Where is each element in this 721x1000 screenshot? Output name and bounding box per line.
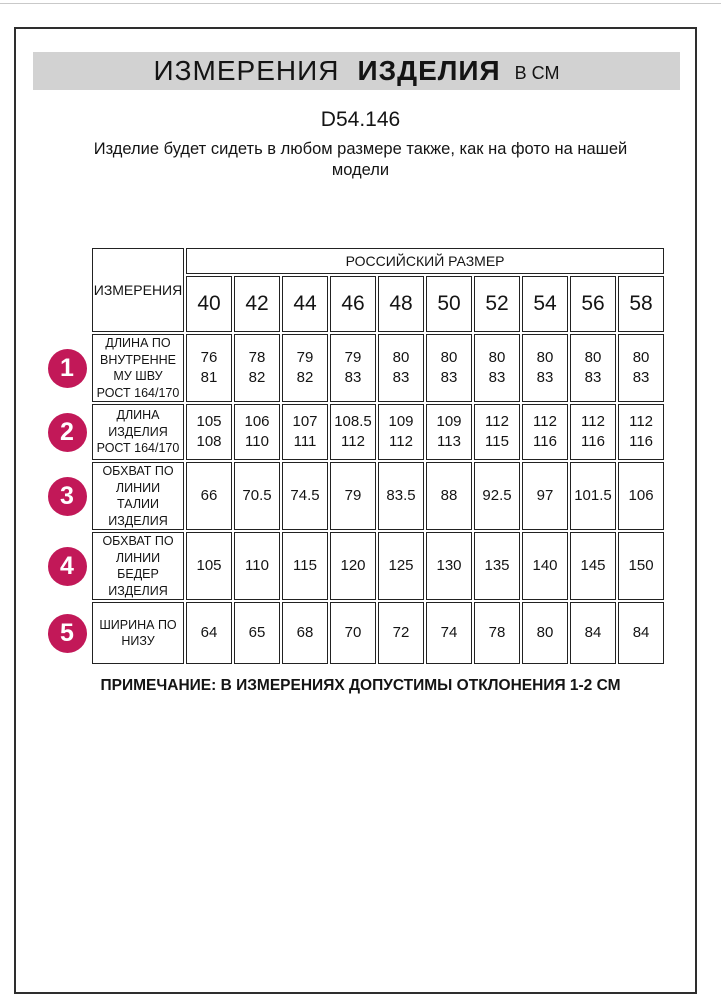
measurement-value: 80 83 bbox=[474, 334, 520, 402]
measurement-value: 101.5 bbox=[570, 462, 616, 530]
measurement-value: 68 bbox=[282, 602, 328, 664]
measurement-value: 74 bbox=[426, 602, 472, 664]
measurement-value: 79 bbox=[330, 462, 376, 530]
row-number-badge: 5 bbox=[48, 614, 87, 653]
measurement-value: 70 bbox=[330, 602, 376, 664]
table-head bbox=[44, 248, 664, 332]
measurement-value: 80 83 bbox=[378, 334, 424, 402]
measurement-value: 150 bbox=[618, 532, 664, 600]
measurement-value: 97 bbox=[522, 462, 568, 530]
size-column-header: 40 bbox=[186, 276, 232, 332]
page-title-word2: ИЗДЕЛИЯ bbox=[357, 55, 501, 86]
size-column-header: 58 bbox=[618, 276, 664, 332]
measurement-value: 110 bbox=[234, 532, 280, 600]
measurement-value: 80 83 bbox=[570, 334, 616, 402]
size-column-header: 52 bbox=[474, 276, 520, 332]
measurement-value: 135 bbox=[474, 532, 520, 600]
measurement-value: 106 bbox=[618, 462, 664, 530]
measurement-value: 112 116 bbox=[570, 404, 616, 460]
product-code: D54.146 bbox=[320, 108, 401, 131]
measurement-value: 80 bbox=[522, 602, 568, 664]
measurement-value: 83.5 bbox=[378, 462, 424, 530]
table-row bbox=[44, 462, 664, 530]
measurement-value: 92.5 bbox=[474, 462, 520, 530]
measurement-value: 115 bbox=[282, 532, 328, 600]
table-row bbox=[44, 602, 664, 664]
measurement-value: 66 bbox=[186, 462, 232, 530]
measurement-value: 80 83 bbox=[426, 334, 472, 402]
measurement-value: 64 bbox=[186, 602, 232, 664]
measurement-value: 120 bbox=[330, 532, 376, 600]
measurement-value: 108.5 112 bbox=[330, 404, 376, 460]
circle-cell bbox=[44, 602, 90, 664]
row-label: ДЛИНА ПО ВНУТРЕННЕ МУ ШВУ РОСТ 164/170 bbox=[92, 334, 184, 402]
page-title-word1: ИЗМЕРЕНИЯ bbox=[153, 55, 340, 86]
size-column-header: 50 bbox=[426, 276, 472, 332]
table-row bbox=[44, 404, 664, 460]
measurement-value: 79 82 bbox=[282, 334, 328, 402]
measurement-value: 79 83 bbox=[330, 334, 376, 402]
measurement-value: 130 bbox=[426, 532, 472, 600]
measurement-value: 105 108 bbox=[186, 404, 232, 460]
measurement-value: 80 83 bbox=[522, 334, 568, 402]
header-row-group bbox=[44, 248, 664, 274]
row-label: ШИРИНА ПО НИЗУ bbox=[92, 602, 184, 664]
measurement-value: 105 bbox=[186, 532, 232, 600]
measurement-value: 88 bbox=[426, 462, 472, 530]
row-label: ОБХВАТ ПО ЛИНИИ ТАЛИИ ИЗДЕЛИЯ bbox=[92, 462, 184, 530]
row-number-badge: 2 bbox=[48, 413, 87, 452]
size-column-header: 46 bbox=[330, 276, 376, 332]
row-number-badge: 1 bbox=[48, 349, 87, 388]
measurements-table bbox=[42, 246, 666, 666]
measurement-value: 109 112 bbox=[378, 404, 424, 460]
measurement-value: 112 116 bbox=[522, 404, 568, 460]
table-body bbox=[44, 334, 664, 664]
measurement-value: 65 bbox=[234, 602, 280, 664]
size-column-header: 56 bbox=[570, 276, 616, 332]
measurement-value: 78 bbox=[474, 602, 520, 664]
measurement-value: 125 bbox=[378, 532, 424, 600]
size-column-header: 48 bbox=[378, 276, 424, 332]
table-row bbox=[44, 532, 664, 600]
row-label: ДЛИНА ИЗДЕЛИЯ РОСТ 164/170 bbox=[92, 404, 184, 460]
tolerance-note: ПРИМЕЧАНИЕ: В ИЗМЕРЕНИЯХ ДОПУСТИМЫ ОТКЛОНЕНИЯ 1-2 СМ bbox=[100, 677, 621, 694]
row-number-badge: 3 bbox=[48, 477, 87, 516]
measurement-value: 76 81 bbox=[186, 334, 232, 402]
measurement-value: 70.5 bbox=[234, 462, 280, 530]
size-column-header: 54 bbox=[522, 276, 568, 332]
size-group-header: РОССИЙСКИЙ РАЗМЕР bbox=[186, 248, 664, 274]
circle-cell bbox=[44, 462, 90, 530]
circle-cell bbox=[44, 404, 90, 460]
measurement-value: 112 116 bbox=[618, 404, 664, 460]
measurement-value: 84 bbox=[570, 602, 616, 664]
circle-column-spacer bbox=[44, 248, 90, 332]
measurement-value: 109 113 bbox=[426, 404, 472, 460]
measurement-value: 80 83 bbox=[618, 334, 664, 402]
size-column-header: 44 bbox=[282, 276, 328, 332]
measurement-value: 84 bbox=[618, 602, 664, 664]
measurement-value: 140 bbox=[522, 532, 568, 600]
size-column-header: 42 bbox=[234, 276, 280, 332]
circle-cell bbox=[44, 532, 90, 600]
measurement-value: 106 110 bbox=[234, 404, 280, 460]
row-number-badge: 4 bbox=[48, 547, 87, 586]
circle-cell bbox=[44, 334, 90, 402]
measurement-value: 78 82 bbox=[234, 334, 280, 402]
measurement-value: 72 bbox=[378, 602, 424, 664]
measurement-value: 107 111 bbox=[282, 404, 328, 460]
table-row bbox=[44, 334, 664, 402]
row-label: ОБХВАТ ПО ЛИНИИ БЕДЕР ИЗДЕЛИЯ bbox=[92, 532, 184, 600]
scan-edge-line bbox=[0, 3, 721, 4]
fit-description: Изделие будет сидеть в любом размере также, как на фото на нашей модели bbox=[93, 140, 628, 180]
measurement-value: 145 bbox=[570, 532, 616, 600]
page-title-unit: В СМ bbox=[514, 62, 560, 83]
title-band bbox=[33, 52, 680, 90]
measurement-value: 74.5 bbox=[282, 462, 328, 530]
measurement-value: 112 115 bbox=[474, 404, 520, 460]
measurements-column-header: ИЗМЕРЕНИЯ bbox=[92, 248, 184, 332]
